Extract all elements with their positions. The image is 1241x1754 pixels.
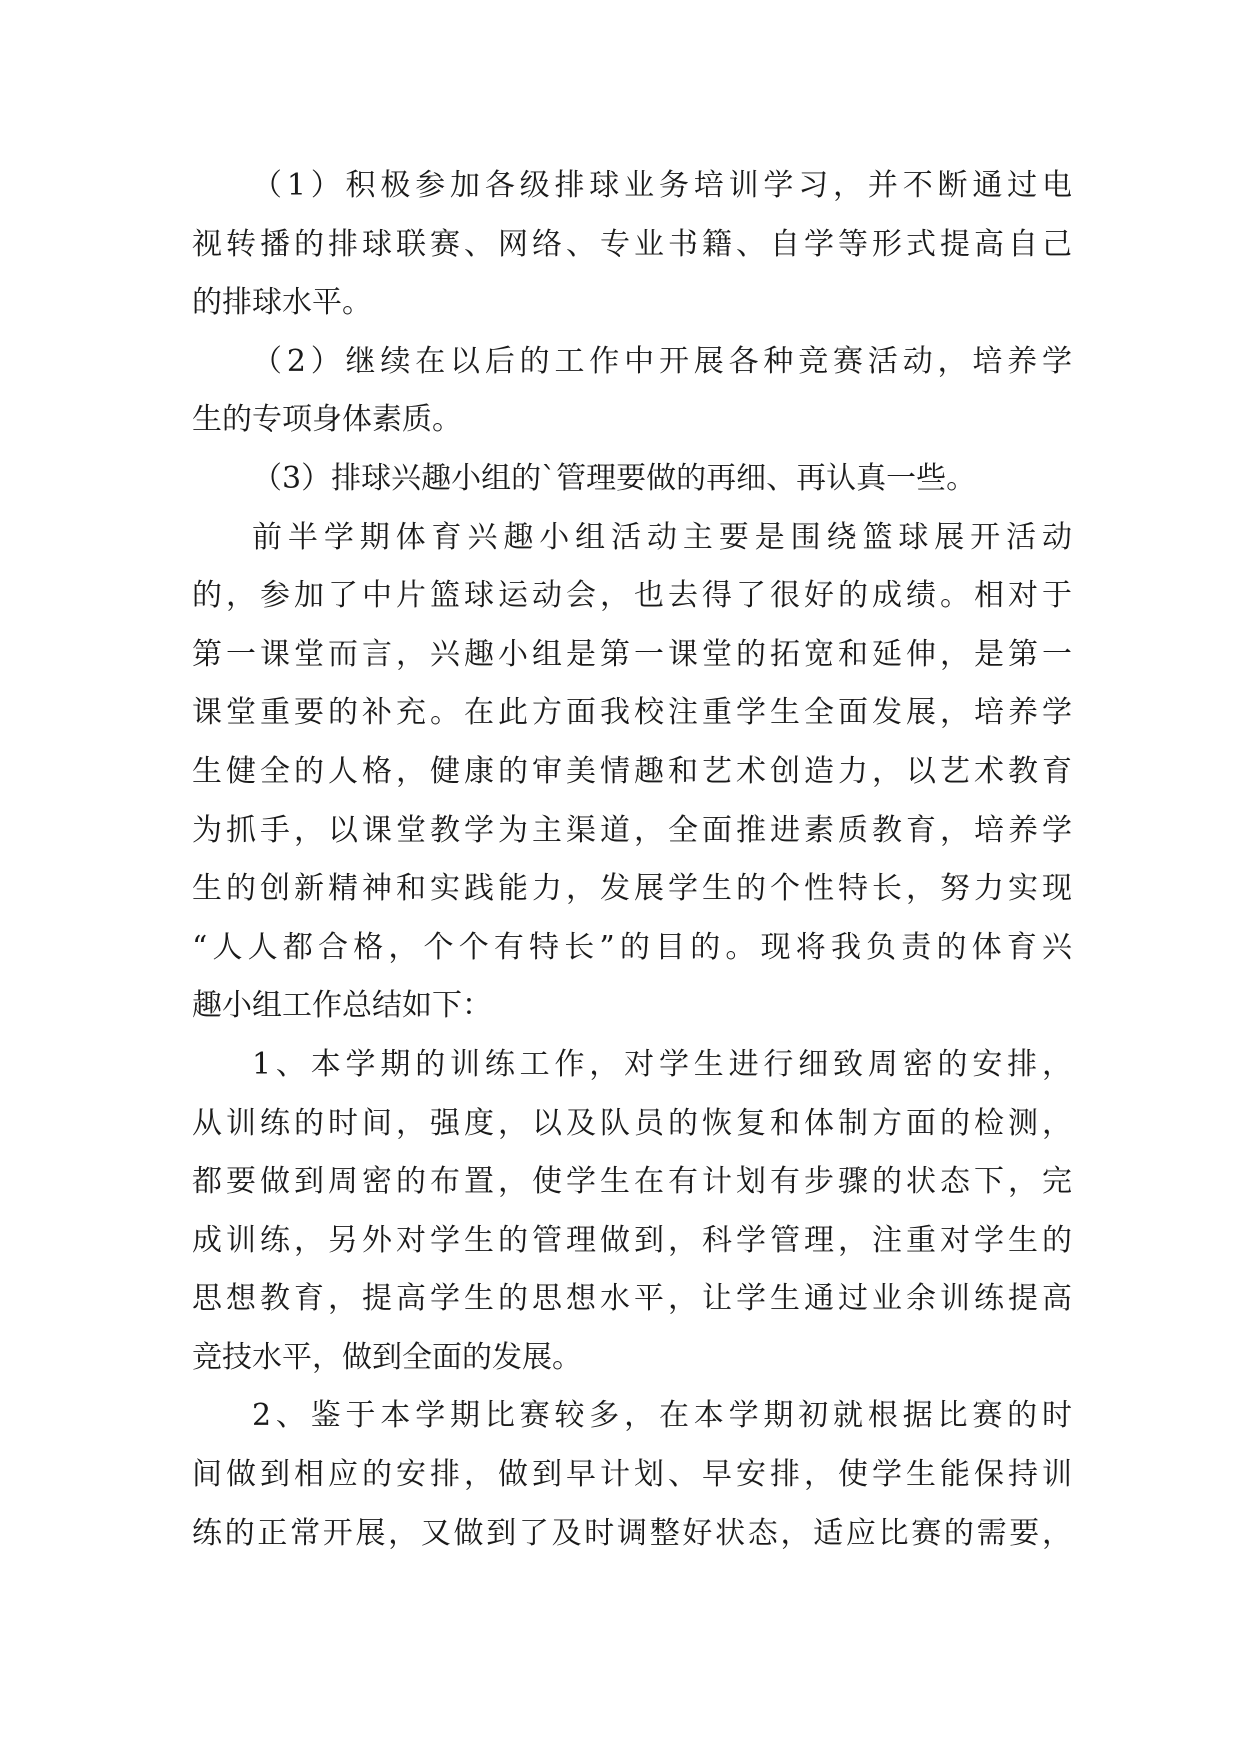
text-line: “人人都合格，个个有特长”的目的。现将我负责的体育兴 [192,929,1072,965]
text-line: 成训练，另外对学生的管理做到，科学管理，注重对学生的 [192,1222,1072,1258]
text-line: 竞技水平，做到全面的发展。 [192,1339,582,1375]
text-line: 生的创新精神和实践能力，发展学生的个性特长，努力实现 [192,871,1072,907]
text-line: （2）继续在以后的工作中开展各种竞赛活动，培养学 [252,343,1072,379]
text-line: 前半学期体育兴趣小组活动主要是围绕篮球展开活动 [252,519,1072,555]
text-line: 练的正常开展，又做到了及时调整好状态，适应比赛的需要， [192,1515,1072,1551]
text-line: 第一课堂而言，兴趣小组是第一课堂的拓宽和延伸，是第一 [192,636,1072,672]
text-line: 1、本学期的训练工作，对学生进行细致周密的安排， [252,1046,1072,1082]
text-line: 的排球水平。 [192,285,372,321]
text-line: 间做到相应的安排，做到早计划、早安排，使学生能保持训 [192,1457,1072,1493]
text-line: 2、鉴于本学期比赛较多，在本学期初就根据比赛的时 [252,1398,1072,1434]
text-line: 的，参加了中片篮球运动会，也去得了很好的成绩。相对于 [192,578,1072,614]
text-line: 生的专项身体素质。 [192,402,462,438]
text-line: 视转播的排球联赛、网络、专业书籍、自学等形式提高自己 [192,226,1072,262]
text-line: 生健全的人格，健康的审美情趣和艺术创造力，以艺术教育 [192,753,1072,789]
text-line: 都要做到周密的布置，使学生在有计划有步骤的状态下，完 [192,1164,1072,1200]
text-line: 为抓手，以课堂教学为主渠道，全面推进素质教育，培养学 [192,812,1072,848]
text-line: 课堂重要的补充。在此方面我校注重学生全面发展，培养学 [192,695,1072,731]
text-line: 思想教育，提高学生的思想水平，让学生通过业余训练提高 [192,1281,1072,1317]
text-line: （3）排球兴趣小组的`管理要做的再细、再认真一些。 [252,460,977,496]
text-line: 趣小组工作总结如下： [192,988,492,1024]
body-text [192,157,1072,1563]
text-line: （1）积极参加各级排球业务培训学习，并不断通过电 [252,168,1072,203]
text-line: 从训练的时间，强度，以及队员的恢复和体制方面的检测， [192,1105,1072,1141]
